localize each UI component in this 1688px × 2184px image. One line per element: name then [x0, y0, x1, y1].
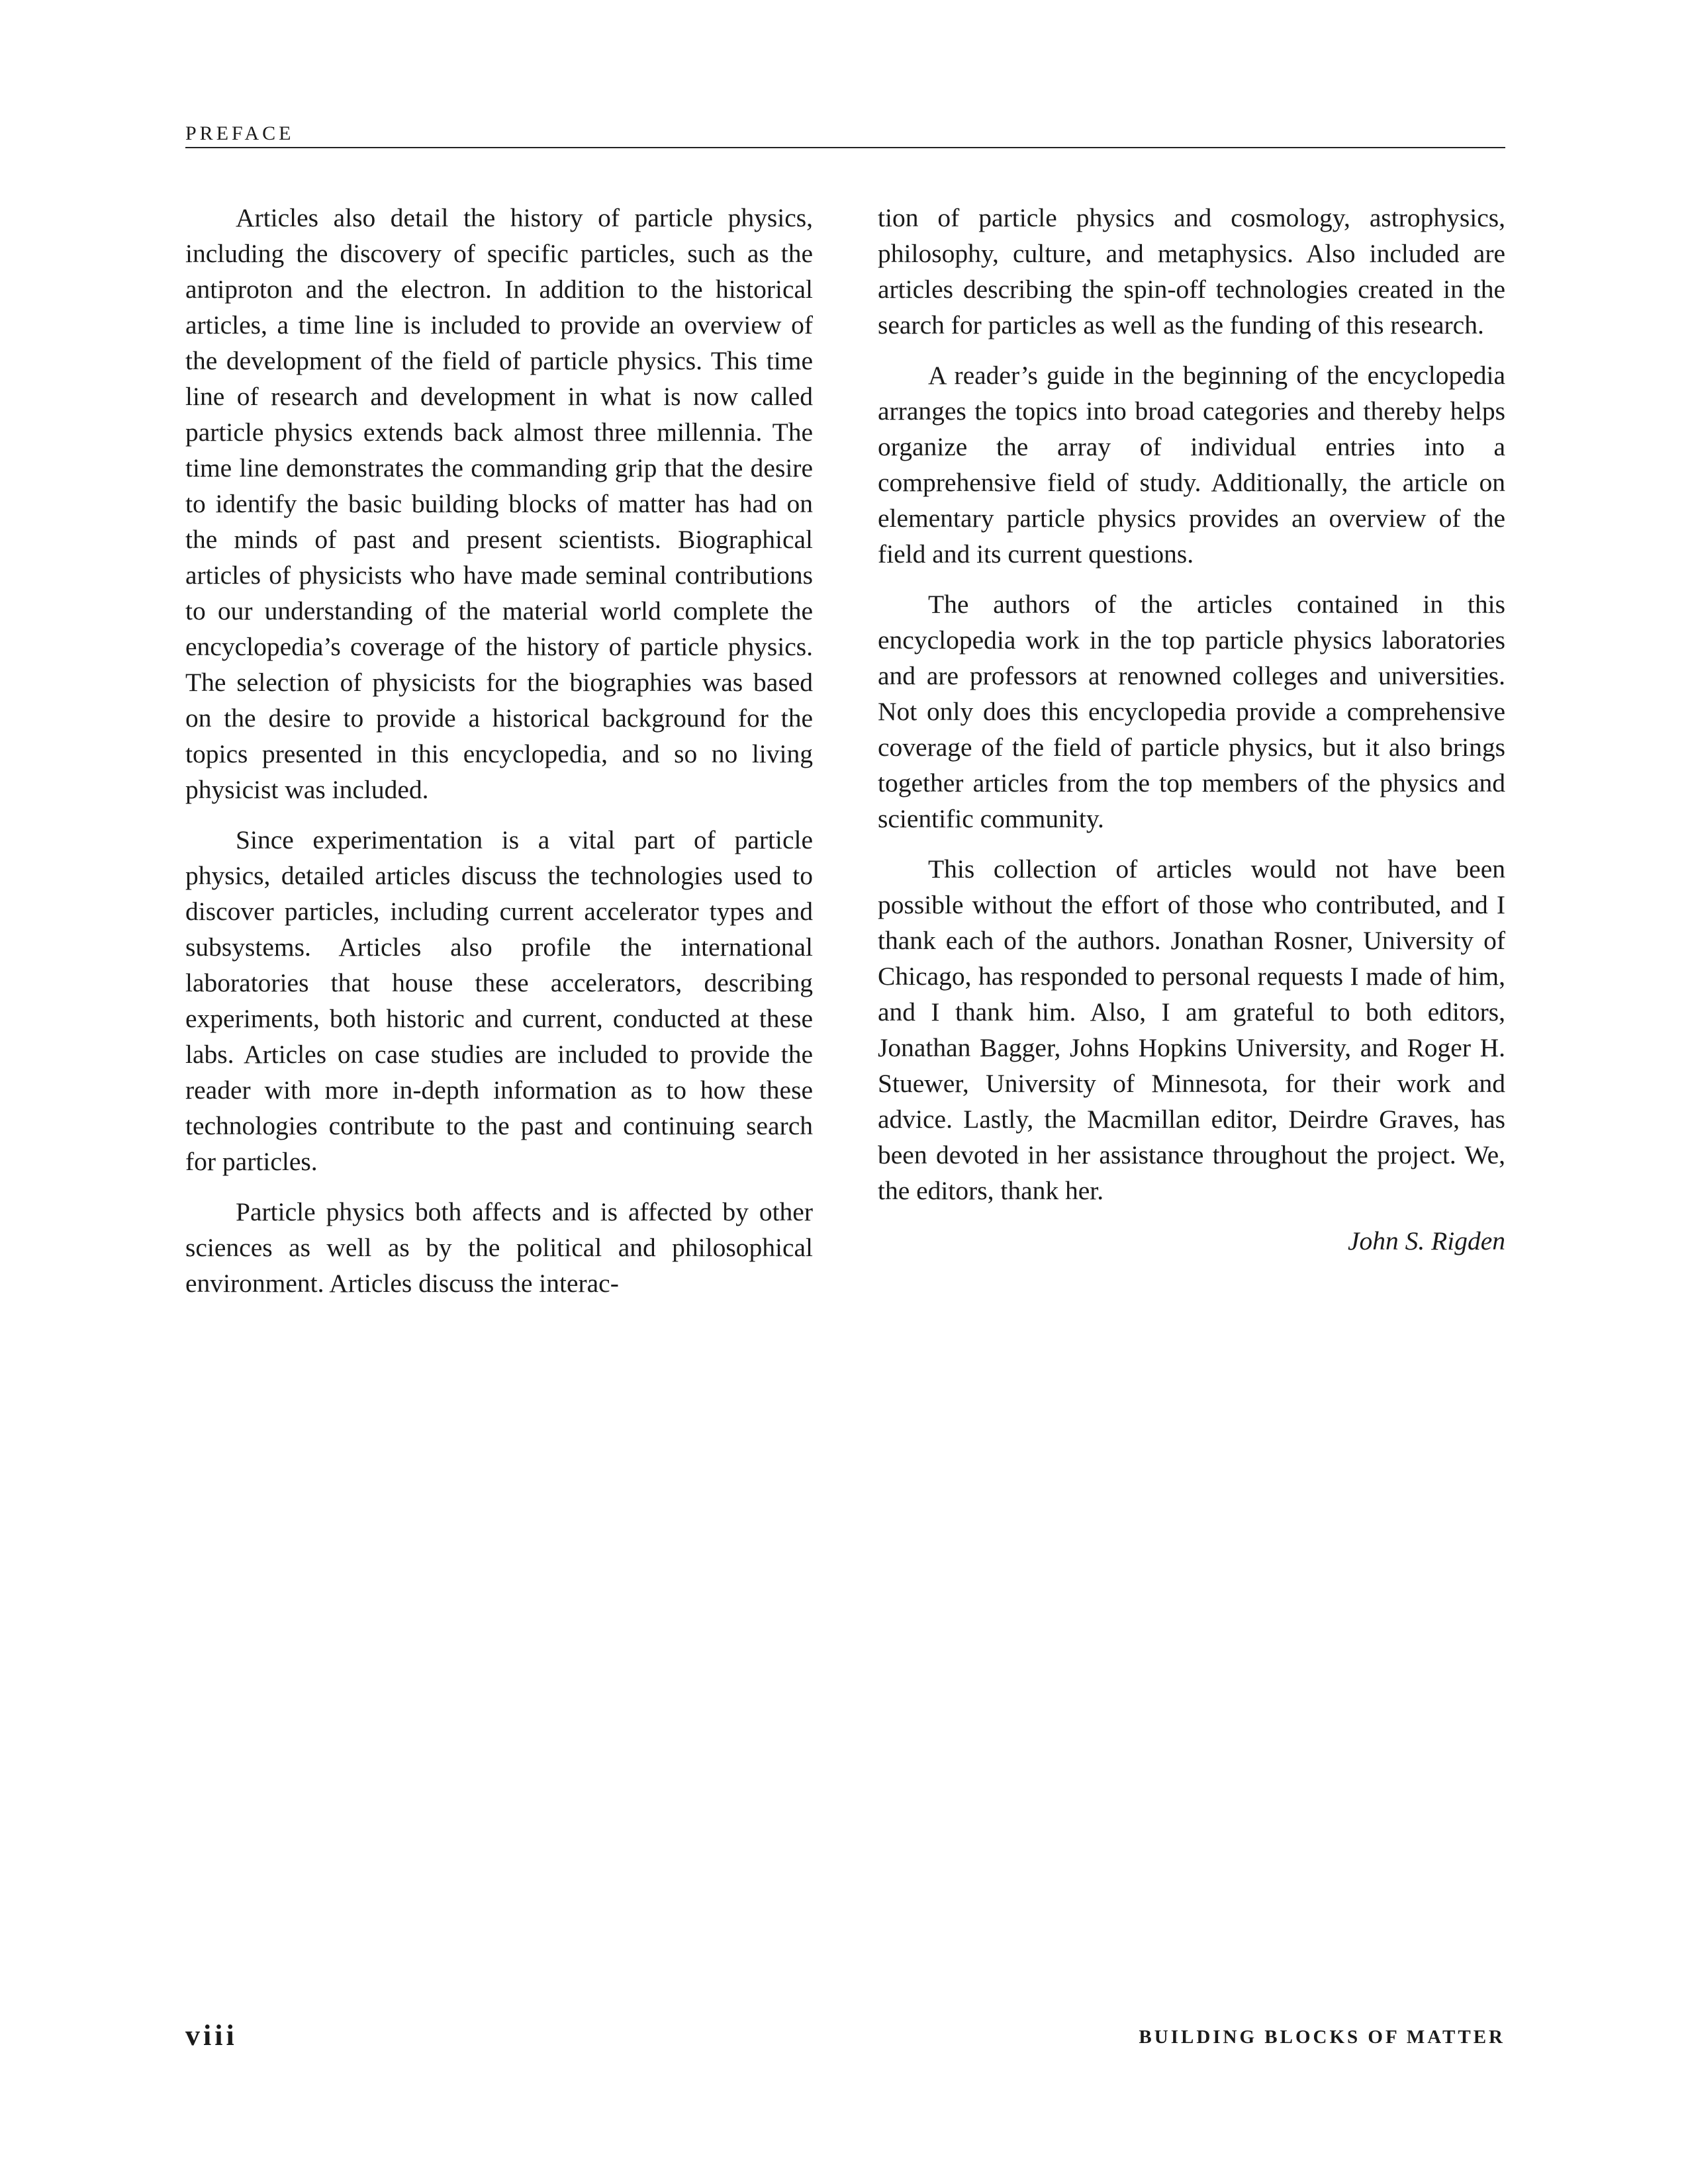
paragraph-readers-guide: A reader’s guide in the beginning of the encyclopedia arranges the topics into broad categories and thereby helps organize the array of individual entries into a comprehensive field of study. Additionally, the article on elementary particle physics provides an overview of the field and its current questions. — [878, 361, 1505, 569]
page-number: viii — [185, 2019, 238, 2052]
body-columns — [185, 200, 1505, 1316]
book-title: BUILDING BLOCKS OF MATTER — [1139, 2026, 1505, 2048]
paragraph-other-sciences: Particle physics both affects and is affected by other sciences as well as by the political and philosophical environment. Articles discuss the interac- — [185, 1197, 813, 1298]
paragraph-continuation: tion of particle physics and cosmology, astrophysics, philosophy, culture, and metaphysics. Also included are articles describing the spin-off technologies created in the search for particles as well as the funding of this research. — [878, 203, 1505, 340]
paragraph-authors: The authors of the articles contained in this encyclopedia work in the top particle physics laboratories and are professors at renowned colleges and universities. Not only does this encyclopedia provide a comprehensive coverage of the field of particle physics, but it also brings together articles from the top members of the physics and scientific community. — [878, 590, 1505, 833]
paragraph-experimentation: Since experimentation is a vital part of particle physics, detailed articles discuss the technologies used to discover particles, including current accelerator types and subsystems. Articles also profile the international laboratories that house these accelerators, describing experiments, both historic and current, conducted at these labs. Articles on case studies are included to provide the reader with more in-depth information as to how these technologies contribute to the past and continuing search for particles. — [185, 825, 813, 1176]
paragraph-history: Articles also detail the history of particle physics, including the discovery of specific particles, such as the antiproton and the electron. In addition to the historical articles, a time line is included to provide an overview of the development of the field of particle physics. This time line of research and development in what is now called particle physics extends back almost three millennia. The time line demonstrates the commanding grip that the desire to identify the basic building blocks of matter has had on the minds of past and present scientists. Biographical articles of physicists who have made seminal contributions to our understanding of the material world complete the encyclopedia’s coverage of the history of particle physics. The selection of physicists for the biographies was based on the desire to provide a historical background for the topics presented in this encyclopedia, and so no living physicist was included. — [185, 203, 813, 804]
left-column — [185, 200, 813, 1316]
header-rule — [185, 147, 1505, 148]
author-signature: John S. Rigden — [1347, 1226, 1505, 1255]
running-head: PREFACE — [185, 122, 295, 144]
paragraph-acknowledgments: This collection of articles would not have been possible without the effort of those who contributed, and I thank each of the authors. Jonathan Rosner, University of Chicago, has responded to personal requests I made of him, and I thank him. Also, I am grateful to both editors, Jonathan Bagger, Johns Hopkins University, and Roger H. Stuewer, University of Minnesota, for their work and advice. Lastly, the Macmillan editor, Deirdre Graves, has been devoted in her assistance throughout the project. We, the editors, thank her. — [878, 854, 1505, 1205]
right-column — [878, 200, 1505, 1316]
